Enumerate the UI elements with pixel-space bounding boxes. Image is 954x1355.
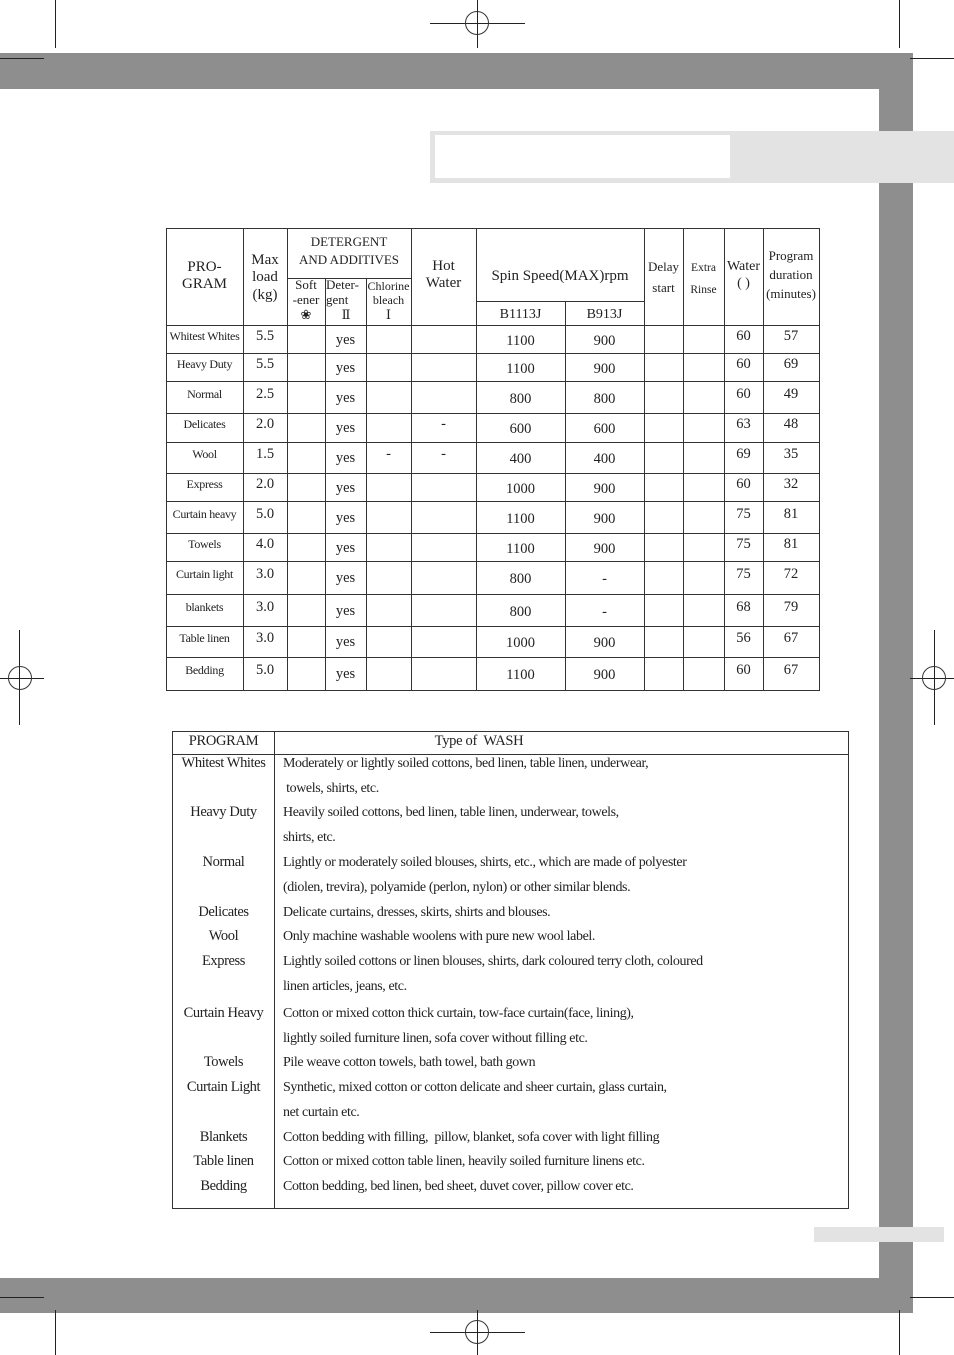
cell-water: 69 (736, 446, 751, 462)
wash-description-line: Synthetic, mixed cotton or cotton delicate and sheer curtain, glass curtain, (283, 1080, 667, 1095)
cell-hot (411, 658, 476, 691)
program-name: Normal (202, 854, 245, 870)
cell-load: 5.5 (255, 356, 275, 372)
wash-description-line: Cotton bedding, bed linen, bed sheet, duvet cover, pillow cover etc. (283, 1179, 634, 1194)
header-max-load: Max load (kg) (251, 252, 279, 303)
cell-hot (411, 627, 476, 658)
cell-load: 4.0 (255, 536, 275, 552)
right-band (879, 89, 913, 1278)
cell-load: 3.0 (255, 630, 275, 646)
cell-a: 800 (509, 604, 532, 620)
cell-a: 1100 (506, 333, 535, 349)
header-detergent-sub: Deter- gent Ⅱ (325, 278, 366, 323)
cell-program: Express (186, 477, 223, 491)
cell-detergent: yes (335, 666, 356, 682)
cell-detergent: yes (335, 450, 356, 466)
cell-a: 1100 (506, 667, 535, 683)
cell-water: 75 (736, 506, 751, 522)
cell-b: 600 (593, 421, 616, 437)
page-number-tab (814, 1227, 944, 1242)
cell-water: 60 (736, 662, 751, 678)
cell-chlorine (366, 354, 411, 382)
cell-chlorine: - (386, 446, 391, 462)
header-program: PRO- GRAM (181, 259, 227, 293)
header-water: Water ( ) (726, 259, 761, 291)
wash-description-line: Pile weave cotton towels, bath towel, bath gown (283, 1055, 536, 1070)
cell-program: Wool (192, 447, 217, 461)
cell-duration: 81 (783, 536, 799, 552)
cell-water: 60 (736, 328, 751, 344)
cell-hot (411, 562, 476, 595)
cell-hot (411, 502, 476, 534)
cell-detergent: yes (335, 360, 356, 376)
detergent-icon: Ⅱ (341, 306, 351, 322)
bottom-band (0, 1278, 913, 1313)
header-model-b1113j: B1113J (499, 307, 542, 322)
cell-a: 1100 (506, 541, 535, 557)
cell-program: Bedding (185, 663, 224, 677)
program-name: Wool (208, 928, 239, 944)
top-band (0, 53, 913, 89)
cell-a: 400 (509, 451, 532, 467)
wash-description-line: Lightly or moderately soiled blouses, shirts, etc., which are made of polyester (283, 855, 687, 870)
wash-description-line: net curtain etc. (283, 1105, 360, 1120)
wash-description-line: Cotton or mixed cotton thick curtain, tow-face curtain(face, lining), (283, 1006, 634, 1021)
cell-b: 400 (593, 451, 616, 467)
cell-load: 5.5 (255, 328, 275, 344)
cell-hot: - (441, 416, 446, 432)
header-extra-rinse: Extra Rinse (690, 262, 717, 296)
cell-load: 2.5 (255, 386, 275, 402)
cell-detergent: yes (335, 540, 356, 556)
cell-b: 900 (593, 541, 616, 557)
wash-description-line: Heavily soiled cottons, bed linen, table linen, underwear, towels, (283, 805, 619, 820)
cell-duration: 79 (783, 599, 799, 615)
cell-hot (411, 354, 476, 382)
cell-duration: 67 (783, 662, 799, 678)
cell-detergent: yes (335, 603, 356, 619)
cell-program: Curtain light (175, 567, 234, 581)
cell-duration: 57 (783, 328, 799, 344)
cell-b: 900 (593, 667, 616, 683)
cell-chlorine (366, 562, 411, 595)
program-name: Table linen (193, 1153, 254, 1169)
cell-detergent: yes (335, 480, 356, 496)
cell-b: - (602, 604, 607, 620)
cell-duration: 67 (783, 630, 799, 646)
cell-duration: 81 (783, 506, 799, 522)
cell-duration: 69 (783, 356, 799, 372)
cell-water: 63 (736, 416, 751, 432)
cell-water: 68 (736, 599, 751, 615)
header-spin-speed: Spin Speed(MAX)rpm (491, 268, 629, 284)
program-chart-table (166, 228, 820, 691)
cell-hot: - (441, 446, 446, 462)
header-hot-water: Hot Water (425, 258, 462, 292)
wash-description-line: Cotton bedding with filling, pillow, blanket, sofa cover with light filling (283, 1130, 660, 1145)
program-name: Curtain Light (186, 1079, 261, 1095)
program-name: Bedding (200, 1178, 247, 1194)
program-name: Heavy Duty (190, 804, 257, 820)
cell-a: 1000 (506, 481, 535, 497)
cell-water: 60 (736, 386, 751, 402)
cell-a: 1000 (506, 635, 535, 651)
cell-detergent: yes (335, 570, 356, 586)
cell-detergent: yes (335, 634, 356, 650)
cell-hot (411, 326, 476, 354)
cell-duration: 72 (783, 566, 799, 582)
cell-duration: 49 (783, 386, 799, 402)
header-type-of-wash: Type of WASH (434, 733, 524, 749)
cell-load: 3.0 (255, 599, 275, 615)
cell-load: 2.0 (255, 476, 275, 492)
cell-load: 5.0 (255, 662, 275, 678)
cell-water: 60 (736, 356, 751, 372)
wash-description-line: (diolen, trevira), polyamide (perlon, nylon) or other similar blends. (283, 880, 631, 895)
cell-program: Heavy Duty (176, 357, 233, 371)
cell-b: 900 (593, 481, 616, 497)
wash-description-line: Only machine washable woolens with pure new wool label. (283, 929, 595, 944)
program-name: Curtain Heavy (183, 1005, 264, 1021)
cell-detergent: yes (335, 332, 356, 348)
cell-program: Towels (188, 537, 221, 551)
cell-program: Normal (187, 387, 222, 401)
cell-duration: 35 (783, 446, 799, 462)
softener-icon: ❀ (300, 306, 312, 322)
header-delay-start: Delay start (647, 259, 680, 295)
cell-load: 3.0 (255, 566, 275, 582)
cell-chlorine (366, 502, 411, 534)
wash-type-table (172, 731, 849, 1209)
header-softener: Soft -ener ❀ (287, 278, 325, 323)
cell-a: 800 (509, 571, 532, 587)
cell-detergent: yes (335, 510, 356, 526)
cell-duration: 48 (783, 416, 799, 432)
cell-b: 900 (593, 511, 616, 527)
cell-program: Whitest Whites (169, 329, 240, 343)
program-name: Towels (203, 1054, 244, 1070)
cell-detergent: yes (335, 420, 356, 436)
cell-program: Delicates (183, 417, 226, 431)
header-program-duration: Program duration (minutes) (766, 248, 816, 301)
wash-description-line: lightly soiled furniture linen, sofa cover without filling etc. (283, 1031, 588, 1046)
cell-a: 1100 (506, 511, 535, 527)
cell-b: 900 (593, 333, 616, 349)
cell-water: 56 (736, 630, 751, 646)
cell-a: 800 (509, 391, 532, 407)
header-program-2: PROGRAM (188, 733, 259, 749)
wash-description-line: Cotton or mixed cotton table linen, heavily soiled furniture linens etc. (283, 1154, 645, 1169)
cell-load: 1.5 (255, 446, 275, 462)
cell-a: 600 (509, 421, 532, 437)
cell-chlorine (366, 382, 411, 414)
cell-hot (411, 534, 476, 562)
program-name: Express (201, 953, 246, 969)
header-title-area (435, 135, 730, 178)
cell-chlorine (366, 658, 411, 691)
cell-water: 75 (736, 536, 751, 552)
cell-chlorine (366, 627, 411, 658)
cell-water: 75 (736, 566, 751, 582)
wash-description-line: Delicate curtains, dresses, skirts, shirts and blouses. (283, 905, 551, 920)
wash-description-line: Moderately or lightly soiled cottons, bed linen, table linen, underwear, (283, 756, 649, 771)
cell-load: 2.0 (255, 416, 275, 432)
wash-description-line: linen articles, jeans, etc. (283, 979, 407, 994)
cell-program: Curtain heavy (172, 507, 237, 521)
cell-chlorine (366, 326, 411, 354)
program-name: Delicates (198, 904, 249, 920)
cell-hot (411, 595, 476, 627)
wash-description-line: towels, shirts, etc. (283, 781, 379, 796)
cell-a: 1100 (506, 361, 535, 377)
header-detergent: DETERGENT AND ADDITIVES (298, 234, 400, 267)
program-name: Whitest Whites (181, 755, 266, 771)
cell-chlorine (366, 595, 411, 627)
cell-b: 900 (593, 361, 616, 377)
chlorine-icon: Ⅰ (385, 306, 392, 322)
header-chlorine: Chlorine bleach Ⅰ (367, 279, 410, 322)
wash-description-line: shirts, etc. (283, 830, 336, 845)
cell-b: - (602, 571, 607, 587)
cell-water: 60 (736, 476, 751, 492)
cell-b: 900 (593, 635, 616, 651)
cell-hot (411, 382, 476, 414)
cell-program: Table linen (179, 631, 230, 645)
cell-hot (411, 474, 476, 502)
cell-program: blankets (185, 600, 224, 614)
cell-detergent: yes (335, 390, 356, 406)
header-model-b913j: B913J (586, 307, 623, 322)
cell-chlorine (366, 534, 411, 562)
cell-duration: 32 (783, 476, 799, 492)
cell-load: 5.0 (255, 506, 275, 522)
cell-b: 800 (593, 391, 616, 407)
cell-chlorine (366, 474, 411, 502)
cell-chlorine (366, 414, 411, 443)
program-name: Blankets (199, 1129, 248, 1145)
wash-description-line: Lightly soiled cottons or linen blouses, shirts, dark coloured terry cloth, coloured (283, 954, 703, 969)
